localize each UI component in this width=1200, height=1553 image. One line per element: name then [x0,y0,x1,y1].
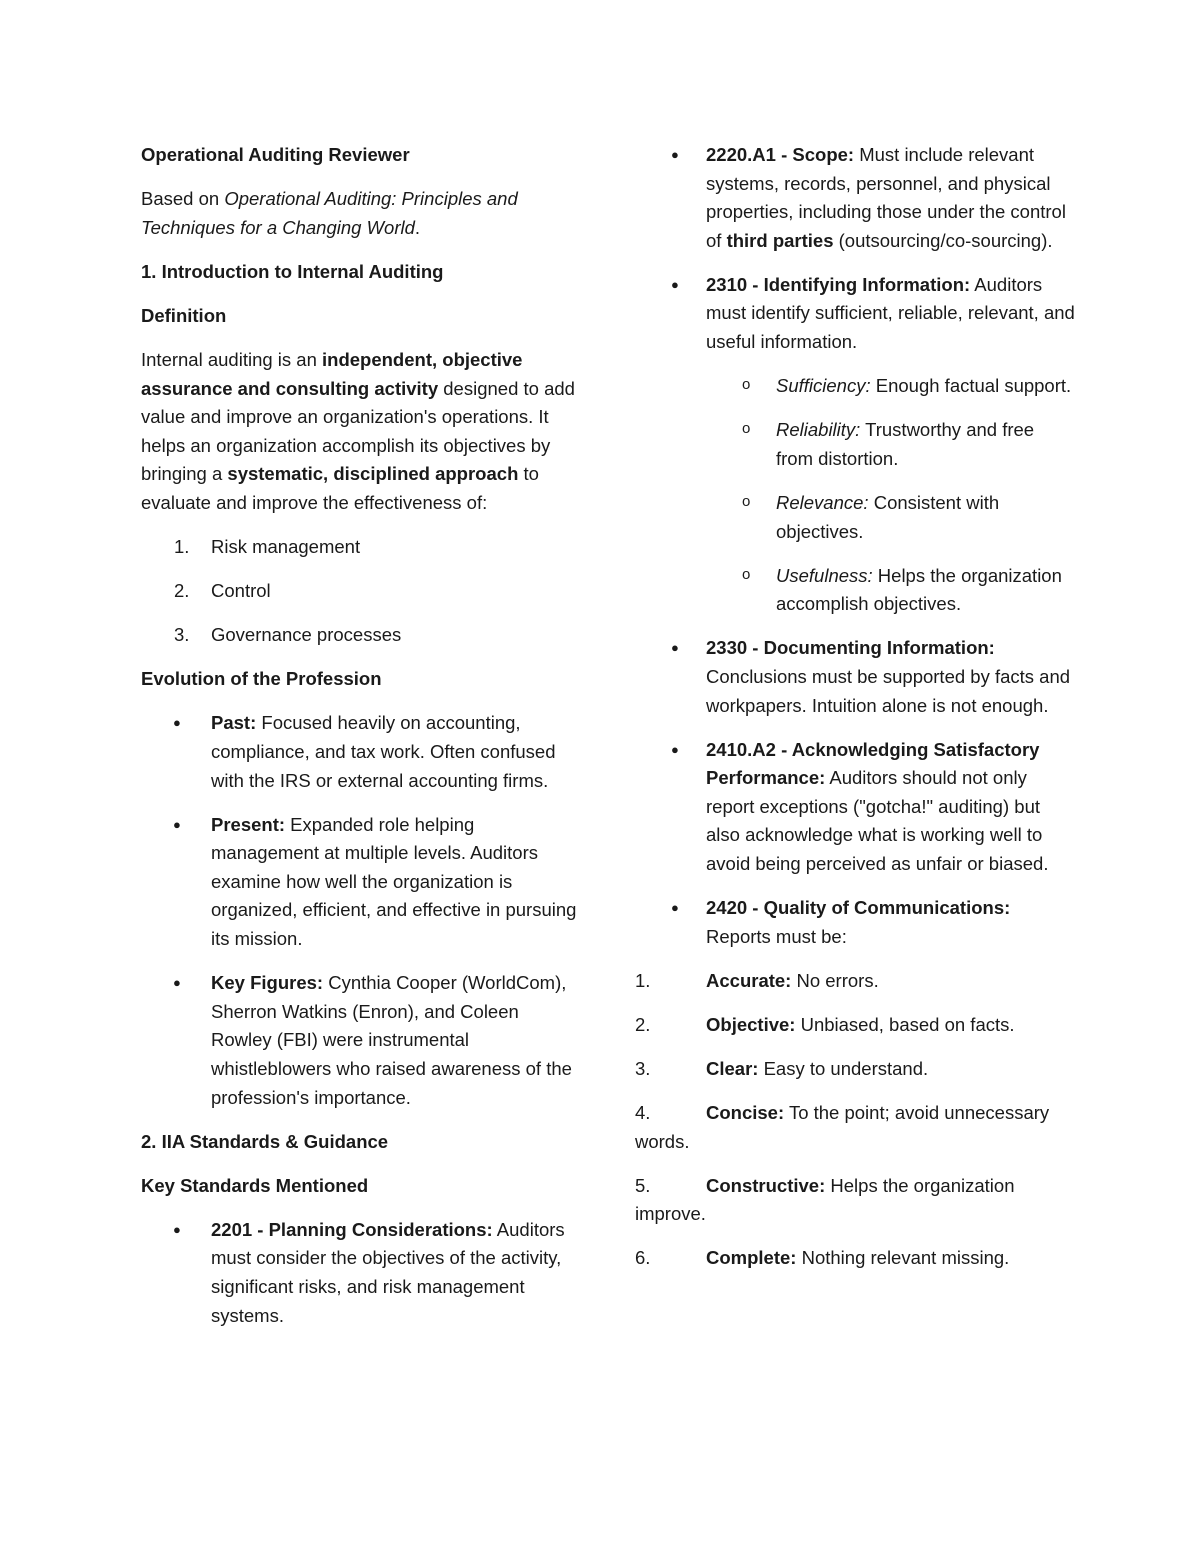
sub-term: Usefulness: [776,564,873,586]
quality-number: 3. [635,1057,651,1079]
quality-text: No errors. [791,969,879,991]
source-suffix: . [414,216,421,238]
list-item [141,577,581,606]
quality-label: Complete: [706,1247,797,1269]
definition-heading: Definition [141,304,227,326]
list-item [141,621,581,650]
bullet-icon: ● [173,975,181,991]
section-1-heading: 1. Introduction to Internal Auditing [141,260,444,282]
standard-2201 [141,1216,581,1330]
circle-bullet-icon: o [742,420,751,438]
bullet-label: Past: [211,712,257,734]
sub-term: Sufficiency: [776,375,871,397]
sub-item-reliability [635,416,1075,473]
bullet-icon: ● [671,741,679,757]
bullet-icon: ● [671,276,679,292]
bullet-item-key-figures [141,969,581,1112]
evolution-heading: Evolution of the Profession [141,668,382,690]
circle-bullet-icon: o [742,376,751,394]
document-title: Operational Auditing Reviewer [141,144,410,165]
quality-text: Helps the organization improve. [635,1174,1015,1225]
quality-number: 5. [635,1174,651,1196]
source-prefix: Based on [141,188,225,210]
bullet-label: Key Figures: [211,972,324,994]
source-book-title: Operational Auditing: Principles and Techniques for a Changing World [141,188,518,238]
standard-2220-a1 [635,141,1075,255]
section-2-heading: 2. IIA Standards & Guidance [141,1130,389,1152]
quality-number: 1. [635,969,651,991]
bullet-icon: ● [173,1221,181,1237]
standard-2310 [635,271,1075,357]
quality-item-accurate [635,967,1075,996]
bullet-item-present [141,811,581,954]
standard-label: 2330 - Documenting Information: [706,637,995,659]
sub-text: Trustworthy and free from distortion. [776,419,1035,469]
quality-number: 4. [635,1102,651,1124]
standard-text: (outsourcing/co-sourcing). [833,229,1053,251]
bullet-icon: ● [671,640,679,656]
circle-bullet-icon: o [742,492,751,510]
quality-label: Accurate: [706,969,792,991]
bullet-text: Expanded role helping management at multiple levels. Auditors examine how well the organization is organized, efficient, and effective in pursuing its mission. [211,813,577,950]
quality-item-concise [635,1099,1075,1156]
right-column [635,141,1075,1289]
quality-number: 2. [635,1013,651,1035]
standard-label: 2410.A2 - Acknowledging Satisfactory Performance: [706,738,1040,789]
standard-label: 2220.A1 - Scope: [706,144,855,165]
standard-2420 [635,894,1075,951]
list-text: Risk management [211,536,361,558]
quality-label: Objective: [706,1013,796,1035]
quality-label: Clear: [706,1057,759,1079]
list-text: Governance processes [211,624,402,646]
bullet-label: Present: [211,813,286,835]
standard-text: Auditors must consider the objectives of the activity, significant risks, and risk management systems. [211,1218,565,1326]
quality-text: Unbiased, based on facts. [795,1013,1015,1035]
definition-paragraph [141,346,581,518]
circle-bullet-icon: o [742,565,751,583]
bullet-icon: ● [671,900,679,916]
definition-emphasis: independent, objective assurance and consulting activity [141,348,523,399]
list-number: 1. [174,536,190,558]
definition-emphasis: systematic, disciplined approach [227,463,519,485]
definition-text: designed to add value and improve an organization's operations. It helps an organization accomplish its objectives by bringing a [141,377,575,485]
sub-term: Reliability: [776,419,861,441]
sub-item-usefulness [635,562,1075,619]
standard-label: 2310 - Identifying Information: [706,273,971,295]
bullet-text: Cynthia Cooper (WorldCom), Sherron Watkins (Enron), and Coleen Rowley (FBI) were instrumental whistleblowers who raised awareness of the profession's importance. [211,972,572,1108]
definition-text: to evaluate and improve the effectiveness of: [141,463,539,513]
list-text: Control [211,580,271,602]
quality-number: 6. [635,1247,651,1269]
quality-text: To the point; avoid unnecessary words. [635,1102,1050,1152]
sub-item-sufficiency [635,372,1075,401]
quality-item-objective [635,1011,1075,1040]
standard-text: Conclusions must be supported by facts and workpapers. Intuition alone is not enough. [706,665,1071,716]
list-number: 3. [174,624,190,646]
standard-emphasis: third parties [726,229,834,251]
sub-text: Consistent with objectives. [776,491,1000,542]
sub-text: Helps the organization accomplish objectives. [776,564,1062,615]
standard-label: 2420 - Quality of Communications: [706,897,1011,919]
quality-item-constructive [635,1172,1075,1229]
list-item [141,533,581,562]
standard-2410-a2 [635,736,1075,879]
standard-text: Auditors must identify sufficient, reliable, relevant, and useful information. [706,273,1075,353]
bullet-icon: ● [671,147,679,162]
quality-item-clear [635,1055,1075,1084]
bullet-text: Focused heavily on accounting, compliance, and tax work. Often confused with the IRS or external accounting firms. [211,712,556,791]
quality-label: Constructive: [706,1174,826,1196]
bullet-icon: ● [173,816,181,832]
standard-text: Auditors should not only report exceptions ("gotcha!" auditing) but also acknowledge what is working well to avoid being perceived as unfair or biased. [706,767,1049,874]
quality-text: Nothing relevant missing. [796,1247,1010,1269]
source-note [141,185,581,242]
standard-text: Reports must be: [706,925,847,947]
sub-text: Enough factual support. [870,375,1072,397]
key-standards-heading: Key Standards Mentioned [141,1174,369,1196]
list-number: 2. [174,580,190,602]
quality-text: Easy to understand. [758,1057,929,1079]
sub-term: Relevance: [776,491,869,513]
bullet-icon: ● [173,715,181,731]
quality-item-complete [635,1244,1075,1273]
sub-item-relevance [635,489,1075,546]
standard-2330 [635,634,1075,720]
quality-label: Concise: [706,1102,785,1124]
standard-text: Must include relevant systems, records, personnel, and physical properties, including those under the control of [706,144,1066,251]
standard-label: 2201 - Planning Considerations: [211,1218,493,1240]
definition-text: Internal auditing is an [141,348,323,370]
bullet-item-past [141,709,581,795]
left-column [141,141,581,1346]
